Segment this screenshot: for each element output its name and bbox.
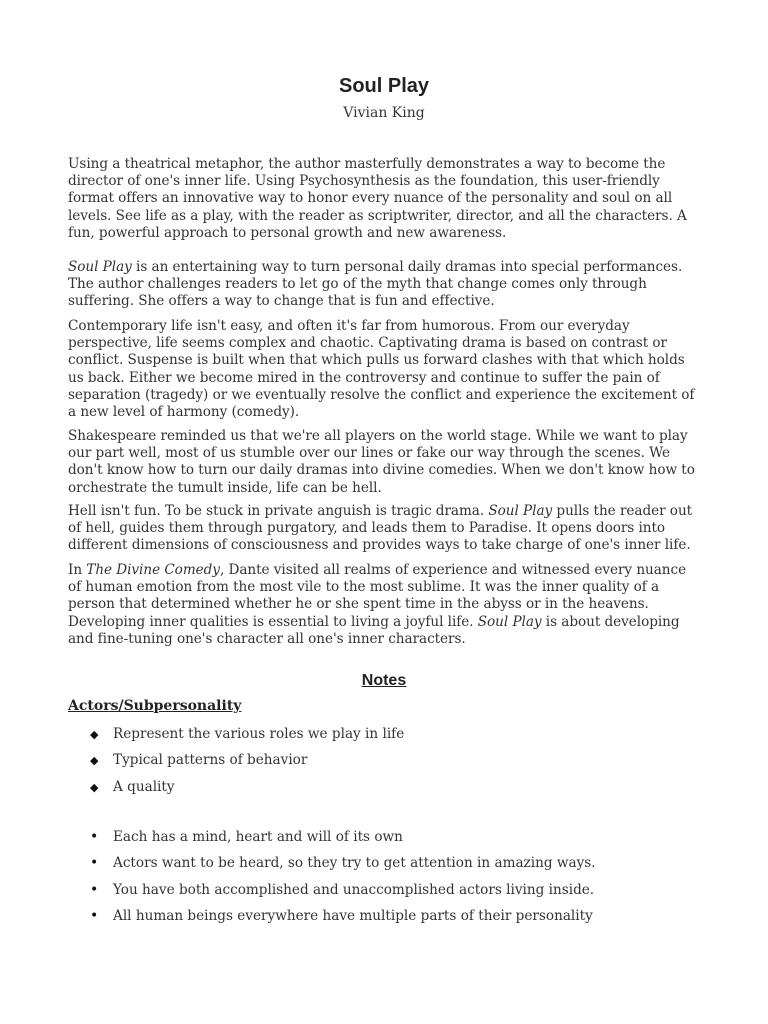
list-item-text: Represent the various roles we play in life xyxy=(113,726,405,742)
paragraph xyxy=(68,503,700,555)
paragraph-text: Using a theatrical metaphor, the author masterfully demonstrates a way to become the director of one's inner life. Using Psychosynthesis as the foundation, this user-friendly format offers an innovative way to honor every nuance of the personality and soul on all levels. See life as a play, with the reader as scriptwriter, director, and all the characters. A fun, powerful approach to personal growth and new awareness. xyxy=(68,156,687,241)
paragraph-text: Shakespeare reminded us that we're all players on the world stage. While we want to play our part well, most of us stumble over our lines or fake our way through the scenes. We don't know how to turn our daily dramas into divine comedies. When we don't know how to orchestrate the tumult inside, life can be hell. xyxy=(68,428,695,496)
paragraph-text: Hell isn't fun. To be stuck in private anguish is tragic drama. xyxy=(68,503,489,519)
diamond-bullet-icon: ◆ xyxy=(90,754,99,768)
paragraph-text: is about developing and fine-tuning one's character all one's inner characters. xyxy=(68,613,680,647)
notes-heading: Notes xyxy=(361,672,407,689)
list-item xyxy=(68,908,700,934)
list-item xyxy=(68,855,700,881)
paragraph-text: Contemporary life isn't easy, and often it's far from humorous. From our everyday perspective, life seems complex and chaotic. Captivating drama is based on contrast or conflict. Suspense is built when that which pulls us forward clashes with that which holds us back. Either we become mired in the controversy and continue to suffer the pain of separation (tragedy) or we eventually resolve the conflict and experience the excitement of a new level of harmony (comedy). xyxy=(68,318,695,421)
paragraph xyxy=(68,562,700,648)
paragraph-text: pulls the reader out of hell, guides them through purgatory, and leads them to Paradise. It opens doors into different dimensions of consciousness and provides ways to take charge of one's inner life. xyxy=(68,503,693,554)
italic-title-text: Soul Play xyxy=(477,613,542,630)
list-item xyxy=(68,752,700,778)
paragraph-text: In xyxy=(68,562,87,578)
document-author: Vivian King xyxy=(343,105,425,121)
diamond-bullet-icon: ◆ xyxy=(90,728,99,741)
paragraph xyxy=(68,259,700,311)
italic-title-text: Soul Play xyxy=(488,503,553,519)
paragraph-text: is an entertaining way to turn personal daily dramas into special performances. The author challenges readers to let go of the myth that change comes only through suffering. She offers a way to change that is fun and effective. xyxy=(68,259,683,310)
list-item-text: You have both accomplished and unaccomplished actors living inside. xyxy=(113,881,595,898)
list-item-text: Actors want to be heard, so they try to get attention in amazing ways. xyxy=(113,855,596,872)
dot-bullet-icon: • xyxy=(90,881,99,898)
list-item xyxy=(68,882,700,908)
dot-bullet-icon: • xyxy=(90,907,99,924)
paragraph-text: , Dante visited all realms of experience and witnessed every nuance of human emotion from the most vile to the most sublime. It was the inner quality of a person that determined whether he or she spent time in the abyss or in the heavens. Developing inner qualities is essential to living a joyful life. xyxy=(68,562,687,630)
list-item xyxy=(68,779,700,805)
dot-bullet-icon: • xyxy=(90,829,99,845)
diamond-bullet-icon: ◆ xyxy=(90,780,99,794)
list-item xyxy=(68,726,700,752)
document-title: Soul Play xyxy=(338,75,430,97)
list-item-text: Typical patterns of behavior xyxy=(113,752,308,769)
italic-title-text: Soul Play xyxy=(68,259,132,275)
paragraph xyxy=(68,318,700,421)
list-item xyxy=(68,829,700,855)
italic-title-text: The Divine Comedy xyxy=(86,562,220,578)
list-item-text: All human beings everywhere have multiple parts of their personality xyxy=(113,907,593,924)
dot-bullet-list xyxy=(68,829,700,934)
dot-bullet-icon: • xyxy=(90,855,99,872)
paragraph xyxy=(68,156,700,242)
paragraph xyxy=(68,428,700,497)
list-item-text: A quality xyxy=(113,778,175,795)
diamond-bullet-list xyxy=(68,726,700,805)
actors-heading: Actors/Subpersonality xyxy=(68,698,242,714)
list-item-text: Each has a mind, heart and will of its own xyxy=(113,829,403,845)
